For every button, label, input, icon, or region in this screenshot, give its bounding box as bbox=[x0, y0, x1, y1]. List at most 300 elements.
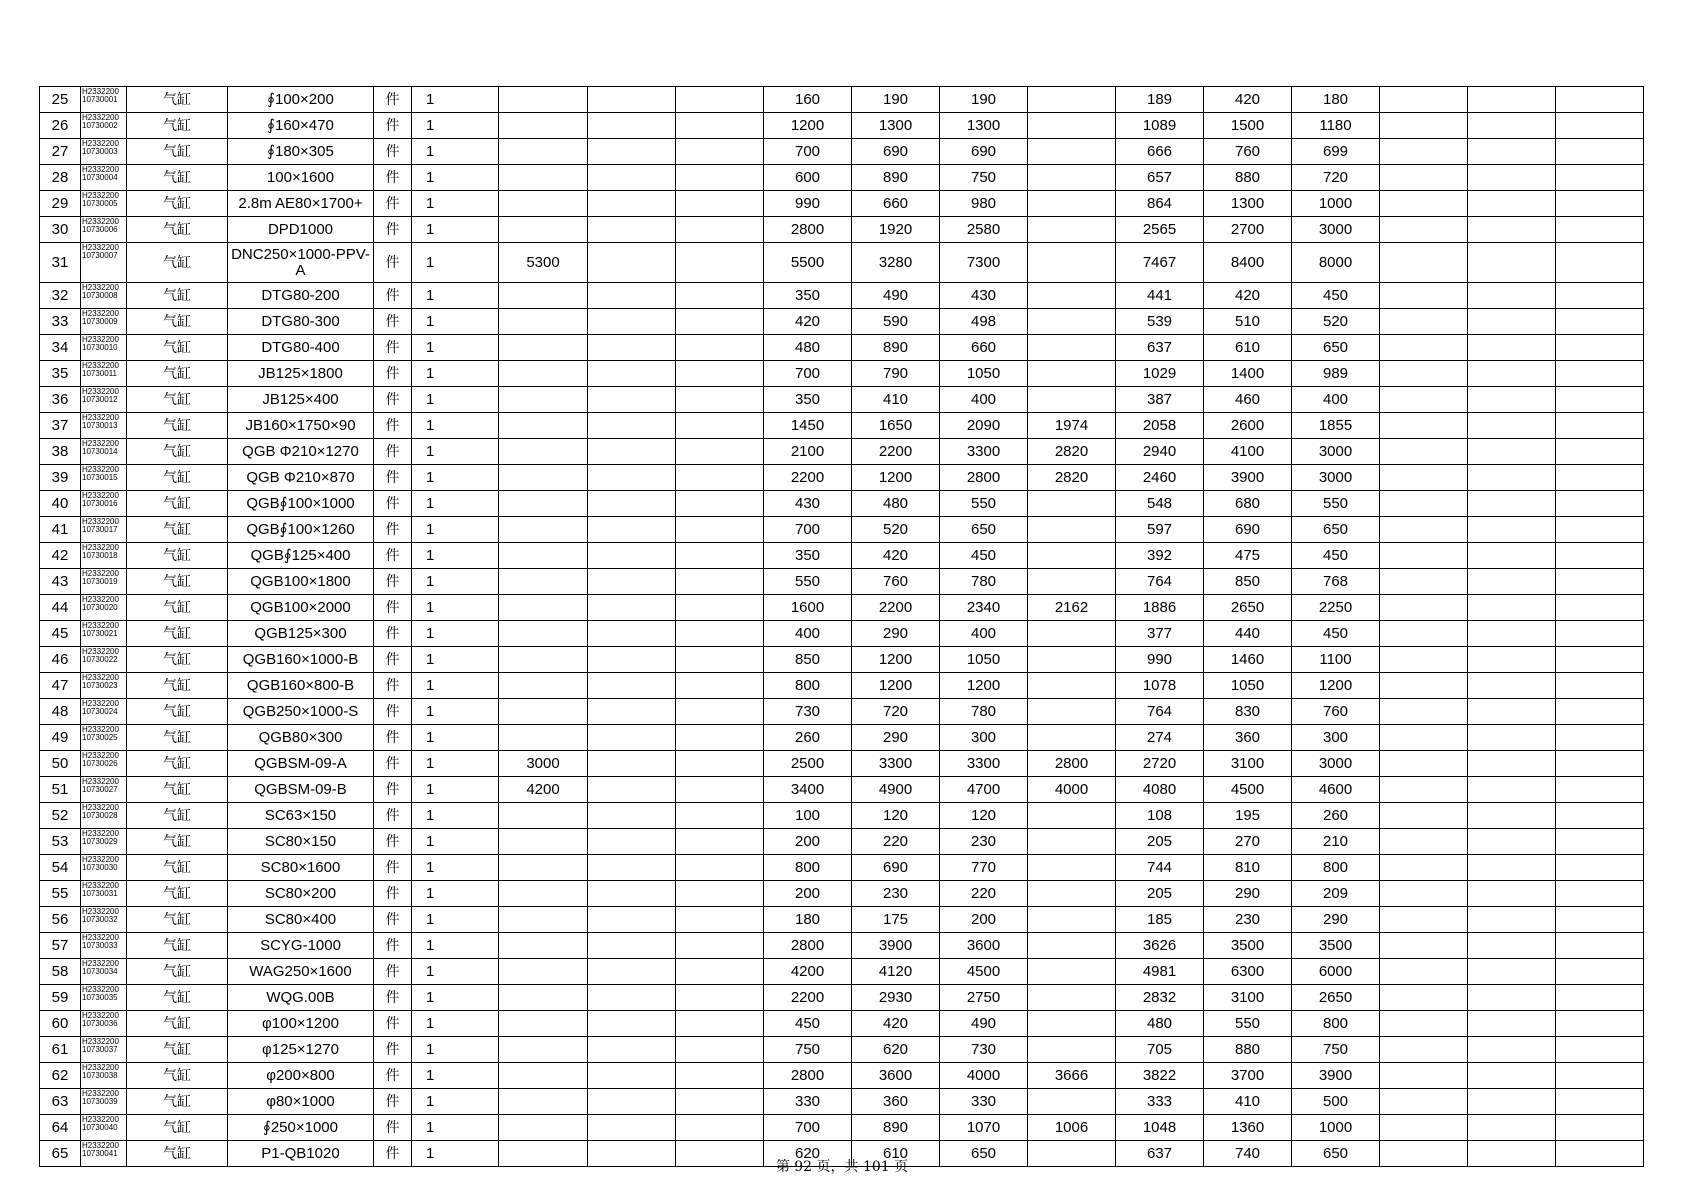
price-cell-p7: 2820 bbox=[1028, 439, 1116, 465]
price-cell-p10: 400 bbox=[1292, 387, 1380, 413]
table-row bbox=[40, 1115, 1644, 1141]
row-number-cell: 32 bbox=[40, 283, 81, 309]
item-name-cell: 气缸 bbox=[127, 283, 228, 309]
unit-cell: 件 bbox=[374, 1063, 412, 1089]
material-code-part2: 10730006 bbox=[82, 225, 118, 234]
price-cell-p3 bbox=[676, 243, 764, 283]
material-code-cell bbox=[81, 191, 127, 217]
material-code-cell bbox=[81, 803, 127, 829]
price-cell-p13 bbox=[1556, 87, 1644, 113]
price-cell-p8: 657 bbox=[1116, 165, 1204, 191]
price-cell-p9: 3100 bbox=[1204, 751, 1292, 777]
price-cell-p5: 1200 bbox=[852, 465, 940, 491]
price-cell-p8: 205 bbox=[1116, 881, 1204, 907]
price-cell-p12 bbox=[1468, 335, 1556, 361]
spec-cell: QGB∮100×1260 bbox=[228, 517, 374, 543]
material-code-part1: H2332200 bbox=[82, 933, 119, 942]
material-code-cell bbox=[81, 413, 127, 439]
price-cell-p6: 2090 bbox=[940, 413, 1028, 439]
price-cell-p1 bbox=[499, 113, 588, 139]
item-name-cell: 气缸 bbox=[127, 673, 228, 699]
price-cell-p11 bbox=[1380, 829, 1468, 855]
price-cell-p8: 764 bbox=[1116, 699, 1204, 725]
price-cell-p9: 420 bbox=[1204, 87, 1292, 113]
price-cell-p4: 2500 bbox=[764, 751, 852, 777]
price-cell-p4: 200 bbox=[764, 829, 852, 855]
price-cell-p9: 8400 bbox=[1204, 243, 1292, 283]
price-cell-p13 bbox=[1556, 777, 1644, 803]
item-name-cell: 气缸 bbox=[127, 543, 228, 569]
price-cell-p9: 270 bbox=[1204, 829, 1292, 855]
price-cell-p4: 3400 bbox=[764, 777, 852, 803]
unit-cell: 件 bbox=[374, 113, 412, 139]
material-code-cell bbox=[81, 335, 127, 361]
price-cell-p5: 230 bbox=[852, 881, 940, 907]
spec-cell: QGB125×300 bbox=[228, 621, 374, 647]
price-cell-p3 bbox=[676, 855, 764, 881]
price-cell-p13 bbox=[1556, 113, 1644, 139]
price-cell-p10: 768 bbox=[1292, 569, 1380, 595]
price-cell-p9: 3100 bbox=[1204, 985, 1292, 1011]
price-cell-p12 bbox=[1468, 243, 1556, 283]
material-code-part2: 10730017 bbox=[82, 525, 118, 534]
price-cell-p1 bbox=[499, 1037, 588, 1063]
price-cell-p8: 2832 bbox=[1116, 985, 1204, 1011]
price-cell-p7 bbox=[1028, 829, 1116, 855]
price-cell-p2 bbox=[588, 699, 676, 725]
price-cell-p10: 290 bbox=[1292, 907, 1380, 933]
price-cell-p10: 3000 bbox=[1292, 217, 1380, 243]
material-code-cell bbox=[81, 673, 127, 699]
price-cell-p2 bbox=[588, 439, 676, 465]
price-cell-p1 bbox=[499, 517, 588, 543]
price-cell-p8: 377 bbox=[1116, 621, 1204, 647]
price-cell-p11 bbox=[1380, 439, 1468, 465]
material-code-part2: 10730015 bbox=[82, 473, 118, 482]
price-cell-p1: 3000 bbox=[499, 751, 588, 777]
price-cell-p7 bbox=[1028, 803, 1116, 829]
unit-cell: 件 bbox=[374, 803, 412, 829]
price-cell-p12 bbox=[1468, 829, 1556, 855]
quantity-cell: 1 bbox=[412, 517, 499, 543]
unit-cell: 件 bbox=[374, 139, 412, 165]
material-code-part1: H2332200 bbox=[82, 959, 119, 968]
material-code-part2: 10730012 bbox=[82, 395, 118, 404]
price-cell-p7 bbox=[1028, 1037, 1116, 1063]
price-cell-p11 bbox=[1380, 907, 1468, 933]
price-cell-p1 bbox=[499, 283, 588, 309]
material-code-cell bbox=[81, 725, 127, 751]
price-cell-p6: 4000 bbox=[940, 1063, 1028, 1089]
price-cell-p4: 430 bbox=[764, 491, 852, 517]
price-cell-p4: 2800 bbox=[764, 1063, 852, 1089]
price-cell-p1 bbox=[499, 87, 588, 113]
price-cell-p13 bbox=[1556, 139, 1644, 165]
table-row bbox=[40, 165, 1644, 191]
spec-cell: SCYG-1000 bbox=[228, 933, 374, 959]
row-number-cell: 62 bbox=[40, 1063, 81, 1089]
price-cell-p2 bbox=[588, 1063, 676, 1089]
item-name-cell: 气缸 bbox=[127, 725, 228, 751]
price-cell-p4: 180 bbox=[764, 907, 852, 933]
price-cell-p8: 4080 bbox=[1116, 777, 1204, 803]
price-cell-p13 bbox=[1556, 1063, 1644, 1089]
material-code-part2: 10730035 bbox=[82, 993, 118, 1002]
price-cell-p5: 490 bbox=[852, 283, 940, 309]
price-cell-p2 bbox=[588, 139, 676, 165]
price-cell-p9: 680 bbox=[1204, 491, 1292, 517]
price-cell-p3 bbox=[676, 309, 764, 335]
row-number-cell: 51 bbox=[40, 777, 81, 803]
price-cell-p7 bbox=[1028, 621, 1116, 647]
price-cell-p2 bbox=[588, 959, 676, 985]
price-cell-p8: 2565 bbox=[1116, 217, 1204, 243]
price-cell-p6: 690 bbox=[940, 139, 1028, 165]
spec-cell: QGB80×300 bbox=[228, 725, 374, 751]
price-cell-p9: 2600 bbox=[1204, 413, 1292, 439]
material-code-part1: H2332200 bbox=[82, 165, 119, 174]
price-cell-p13 bbox=[1556, 1011, 1644, 1037]
spec-cell: ∮180×305 bbox=[228, 139, 374, 165]
price-cell-p3 bbox=[676, 191, 764, 217]
price-cell-p9: 4100 bbox=[1204, 439, 1292, 465]
table-row bbox=[40, 1063, 1644, 1089]
price-cell-p8: 539 bbox=[1116, 309, 1204, 335]
price-cell-p13 bbox=[1556, 829, 1644, 855]
material-code-part2: 10730040 bbox=[82, 1123, 118, 1132]
row-number-cell: 53 bbox=[40, 829, 81, 855]
row-number-cell: 49 bbox=[40, 725, 81, 751]
price-cell-p7: 2800 bbox=[1028, 751, 1116, 777]
material-code-part1: H2332200 bbox=[82, 673, 119, 682]
quantity-cell: 1 bbox=[412, 829, 499, 855]
material-code-part1: H2332200 bbox=[82, 113, 119, 122]
price-cell-p8: 2058 bbox=[1116, 413, 1204, 439]
material-code-part1: H2332200 bbox=[82, 283, 119, 292]
spec-cell: DTG80-200 bbox=[228, 283, 374, 309]
price-cell-p4: 160 bbox=[764, 87, 852, 113]
price-cell-p6: 770 bbox=[940, 855, 1028, 881]
price-cell-p8: 764 bbox=[1116, 569, 1204, 595]
price-cell-p10: 2250 bbox=[1292, 595, 1380, 621]
row-number-cell: 63 bbox=[40, 1089, 81, 1115]
price-cell-p9: 3700 bbox=[1204, 1063, 1292, 1089]
item-name-cell: 气缸 bbox=[127, 907, 228, 933]
price-cell-p7: 2820 bbox=[1028, 465, 1116, 491]
row-number-cell: 27 bbox=[40, 139, 81, 165]
spec-cell: DTG80-400 bbox=[228, 335, 374, 361]
price-cell-p9: 1050 bbox=[1204, 673, 1292, 699]
material-code-part2: 10730039 bbox=[82, 1097, 118, 1106]
unit-cell: 件 bbox=[374, 543, 412, 569]
price-cell-p12 bbox=[1468, 673, 1556, 699]
price-cell-p8: 387 bbox=[1116, 387, 1204, 413]
price-cell-p7 bbox=[1028, 933, 1116, 959]
material-code-cell bbox=[81, 309, 127, 335]
row-number-cell: 48 bbox=[40, 699, 81, 725]
material-code-cell bbox=[81, 543, 127, 569]
price-cell-p11 bbox=[1380, 725, 1468, 751]
price-cell-p3 bbox=[676, 933, 764, 959]
price-cell-p8: 441 bbox=[1116, 283, 1204, 309]
price-cell-p3 bbox=[676, 335, 764, 361]
item-name-cell: 气缸 bbox=[127, 87, 228, 113]
material-code-part2: 10730025 bbox=[82, 733, 118, 742]
price-cell-p10: 450 bbox=[1292, 283, 1380, 309]
spec-cell: SC80×150 bbox=[228, 829, 374, 855]
price-cell-p7 bbox=[1028, 191, 1116, 217]
price-cell-p2 bbox=[588, 907, 676, 933]
item-name-cell: 气缸 bbox=[127, 933, 228, 959]
material-code-part2: 10730011 bbox=[82, 369, 117, 378]
price-cell-p1 bbox=[499, 139, 588, 165]
price-cell-p7 bbox=[1028, 699, 1116, 725]
price-cell-p13 bbox=[1556, 283, 1644, 309]
price-cell-p13 bbox=[1556, 673, 1644, 699]
price-cell-p11 bbox=[1380, 387, 1468, 413]
row-number-cell: 26 bbox=[40, 113, 81, 139]
material-code-cell bbox=[81, 647, 127, 673]
price-cell-p10: 800 bbox=[1292, 855, 1380, 881]
price-cell-p11 bbox=[1380, 283, 1468, 309]
price-cell-p10: 300 bbox=[1292, 725, 1380, 751]
price-cell-p13 bbox=[1556, 907, 1644, 933]
material-code-part2: 10730023 bbox=[82, 681, 118, 690]
quantity-cell: 1 bbox=[412, 933, 499, 959]
price-cell-p3 bbox=[676, 725, 764, 751]
quantity-cell: 1 bbox=[412, 1011, 499, 1037]
price-cell-p11 bbox=[1380, 491, 1468, 517]
price-cell-p9: 690 bbox=[1204, 517, 1292, 543]
table-row bbox=[40, 413, 1644, 439]
price-cell-p3 bbox=[676, 907, 764, 933]
price-cell-p12 bbox=[1468, 621, 1556, 647]
material-code-part1: H2332200 bbox=[82, 855, 119, 864]
price-cell-p7 bbox=[1028, 87, 1116, 113]
price-cell-p11 bbox=[1380, 595, 1468, 621]
price-cell-p10: 2650 bbox=[1292, 985, 1380, 1011]
price-cell-p12 bbox=[1468, 803, 1556, 829]
price-cell-p7 bbox=[1028, 113, 1116, 139]
price-cell-p2 bbox=[588, 985, 676, 1011]
price-cell-p12 bbox=[1468, 191, 1556, 217]
item-name-cell: 气缸 bbox=[127, 361, 228, 387]
price-cell-p7 bbox=[1028, 673, 1116, 699]
material-code-part1: H2332200 bbox=[82, 1089, 119, 1098]
price-cell-p12 bbox=[1468, 165, 1556, 191]
price-cell-p9: 3500 bbox=[1204, 933, 1292, 959]
price-cell-p1 bbox=[499, 1089, 588, 1115]
price-cell-p7 bbox=[1028, 491, 1116, 517]
price-cell-p2 bbox=[588, 621, 676, 647]
price-cell-p8: 705 bbox=[1116, 1037, 1204, 1063]
price-cell-p10: 500 bbox=[1292, 1089, 1380, 1115]
quantity-cell: 1 bbox=[412, 87, 499, 113]
price-cell-p3 bbox=[676, 87, 764, 113]
price-cell-p1 bbox=[499, 673, 588, 699]
price-cell-p13 bbox=[1556, 855, 1644, 881]
price-cell-p6: 650 bbox=[940, 517, 1028, 543]
price-cell-p3 bbox=[676, 673, 764, 699]
price-cell-p4: 420 bbox=[764, 309, 852, 335]
price-cell-p13 bbox=[1556, 335, 1644, 361]
spec-cell: 2.8m AE80×1700+ bbox=[228, 191, 374, 217]
price-cell-p2 bbox=[588, 1089, 676, 1115]
quantity-cell: 1 bbox=[412, 439, 499, 465]
price-cell-p5: 1650 bbox=[852, 413, 940, 439]
price-cell-p8: 392 bbox=[1116, 543, 1204, 569]
price-cell-p2 bbox=[588, 881, 676, 907]
price-cell-p7 bbox=[1028, 283, 1116, 309]
price-cell-p1 bbox=[499, 725, 588, 751]
material-code-part1: H2332200 bbox=[82, 881, 119, 890]
price-cell-p2 bbox=[588, 1115, 676, 1141]
item-name-cell: 气缸 bbox=[127, 985, 228, 1011]
price-cell-p3 bbox=[676, 165, 764, 191]
price-cell-p10: 3000 bbox=[1292, 465, 1380, 491]
price-cell-p12 bbox=[1468, 217, 1556, 243]
price-cell-p13 bbox=[1556, 933, 1644, 959]
price-cell-p4: 600 bbox=[764, 165, 852, 191]
table-row bbox=[40, 361, 1644, 387]
quantity-cell: 1 bbox=[412, 543, 499, 569]
price-cell-p12 bbox=[1468, 647, 1556, 673]
material-code-part1: H2332200 bbox=[82, 413, 119, 422]
quantity-cell: 1 bbox=[412, 725, 499, 751]
unit-cell: 件 bbox=[374, 751, 412, 777]
price-cell-p10: 699 bbox=[1292, 139, 1380, 165]
row-number-cell: 29 bbox=[40, 191, 81, 217]
item-name-cell: 气缸 bbox=[127, 1037, 228, 1063]
price-cell-p4: 1200 bbox=[764, 113, 852, 139]
row-number-cell: 38 bbox=[40, 439, 81, 465]
price-cell-p7 bbox=[1028, 387, 1116, 413]
material-code-part2: 10730010 bbox=[82, 343, 118, 352]
price-cell-p6: 200 bbox=[940, 907, 1028, 933]
price-cell-p11 bbox=[1380, 647, 1468, 673]
price-cell-p12 bbox=[1468, 1063, 1556, 1089]
price-cell-p3 bbox=[676, 751, 764, 777]
price-cell-p5: 610 bbox=[852, 1141, 940, 1167]
price-cell-p11 bbox=[1380, 777, 1468, 803]
price-cell-p1 bbox=[499, 1115, 588, 1141]
price-cell-p11 bbox=[1380, 413, 1468, 439]
table-row bbox=[40, 439, 1644, 465]
price-cell-p1 bbox=[499, 217, 588, 243]
price-cell-p5: 890 bbox=[852, 165, 940, 191]
spec-cell: ∮160×470 bbox=[228, 113, 374, 139]
material-code-cell bbox=[81, 1011, 127, 1037]
unit-cell: 件 bbox=[374, 361, 412, 387]
material-code-cell bbox=[81, 217, 127, 243]
quantity-cell: 1 bbox=[412, 569, 499, 595]
price-cell-p2 bbox=[588, 465, 676, 491]
spec-cell: DTG80-300 bbox=[228, 309, 374, 335]
quantity-cell: 1 bbox=[412, 907, 499, 933]
quantity-cell: 1 bbox=[412, 595, 499, 621]
price-cell-p1 bbox=[499, 595, 588, 621]
price-cell-p7 bbox=[1028, 335, 1116, 361]
row-number-cell: 37 bbox=[40, 413, 81, 439]
price-cell-p10: 1100 bbox=[1292, 647, 1380, 673]
material-code-part1: H2332200 bbox=[82, 139, 119, 148]
unit-cell: 件 bbox=[374, 309, 412, 335]
price-cell-p3 bbox=[676, 959, 764, 985]
price-cell-p12 bbox=[1468, 699, 1556, 725]
price-cell-p13 bbox=[1556, 725, 1644, 751]
price-cell-p8: 108 bbox=[1116, 803, 1204, 829]
material-code-part1: H2332200 bbox=[82, 777, 119, 786]
material-code-part2: 10730041 bbox=[82, 1149, 118, 1158]
material-code-cell bbox=[81, 777, 127, 803]
row-number-cell: 36 bbox=[40, 387, 81, 413]
material-code-part2: 10730032 bbox=[82, 915, 118, 924]
price-cell-p1 bbox=[499, 1011, 588, 1037]
price-cell-p10: 800 bbox=[1292, 1011, 1380, 1037]
price-cell-p5: 3280 bbox=[852, 243, 940, 283]
price-cell-p11 bbox=[1380, 517, 1468, 543]
price-cell-p3 bbox=[676, 413, 764, 439]
material-code-cell bbox=[81, 933, 127, 959]
price-cell-p8: 205 bbox=[1116, 829, 1204, 855]
unit-cell: 件 bbox=[374, 87, 412, 113]
table-row bbox=[40, 881, 1644, 907]
unit-cell: 件 bbox=[374, 595, 412, 621]
table-row bbox=[40, 777, 1644, 803]
spec-cell: WQG.00B bbox=[228, 985, 374, 1011]
price-cell-p11 bbox=[1380, 113, 1468, 139]
price-cell-p2 bbox=[588, 283, 676, 309]
item-name-cell: 气缸 bbox=[127, 217, 228, 243]
price-cell-p2 bbox=[588, 803, 676, 829]
price-cell-p11 bbox=[1380, 1037, 1468, 1063]
price-cell-p11 bbox=[1380, 569, 1468, 595]
price-cell-p11 bbox=[1380, 1063, 1468, 1089]
material-code-part2: 10730014 bbox=[82, 447, 118, 456]
material-code-cell bbox=[81, 165, 127, 191]
material-code-part2: 10730037 bbox=[82, 1045, 118, 1054]
price-cell-p6: 400 bbox=[940, 621, 1028, 647]
price-cell-p9: 440 bbox=[1204, 621, 1292, 647]
price-cell-p3 bbox=[676, 569, 764, 595]
price-cell-p4: 700 bbox=[764, 361, 852, 387]
price-cell-p5: 290 bbox=[852, 621, 940, 647]
price-cell-p2 bbox=[588, 309, 676, 335]
item-name-cell: 气缸 bbox=[127, 621, 228, 647]
item-name-cell: 气缸 bbox=[127, 243, 228, 283]
price-cell-p7: 2162 bbox=[1028, 595, 1116, 621]
table-row bbox=[40, 959, 1644, 985]
price-cell-p4: 2800 bbox=[764, 217, 852, 243]
price-cell-p11 bbox=[1380, 139, 1468, 165]
table-row bbox=[40, 309, 1644, 335]
price-cell-p4: 620 bbox=[764, 1141, 852, 1167]
price-cell-p13 bbox=[1556, 309, 1644, 335]
price-cell-p4: 480 bbox=[764, 335, 852, 361]
price-cell-p12 bbox=[1468, 855, 1556, 881]
spec-cell: φ200×800 bbox=[228, 1063, 374, 1089]
price-cell-p4: 1600 bbox=[764, 595, 852, 621]
price-cell-p5: 590 bbox=[852, 309, 940, 335]
unit-cell: 件 bbox=[374, 881, 412, 907]
price-cell-p5: 890 bbox=[852, 335, 940, 361]
price-cell-p13 bbox=[1556, 621, 1644, 647]
quantity-cell: 1 bbox=[412, 335, 499, 361]
row-number-cell: 41 bbox=[40, 517, 81, 543]
price-cell-p12 bbox=[1468, 283, 1556, 309]
quantity-cell: 1 bbox=[412, 1115, 499, 1141]
price-cell-p12 bbox=[1468, 413, 1556, 439]
